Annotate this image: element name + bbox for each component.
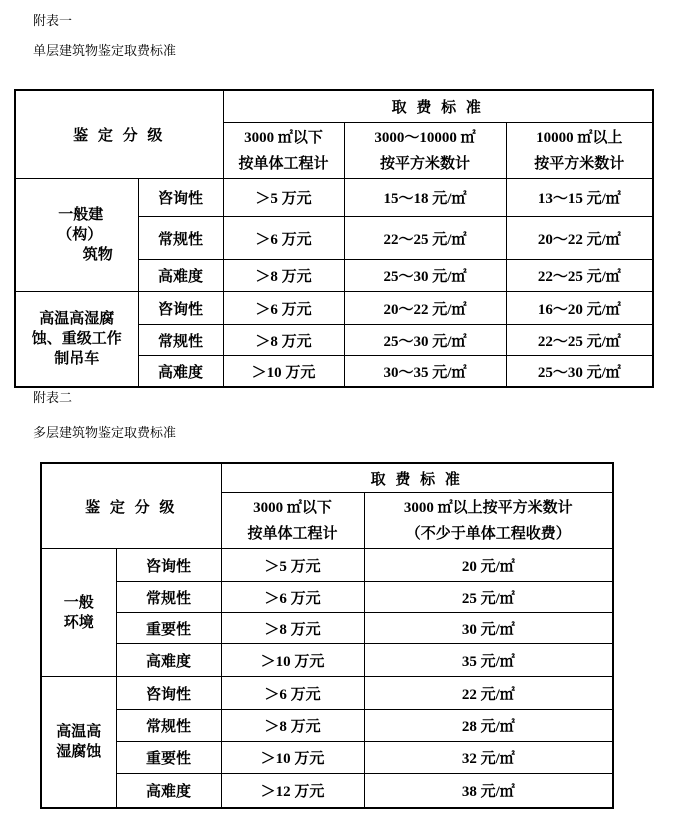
group-name-high-temp-corrosion	[41, 677, 116, 809]
lump-fee-cell: ＞8 万元	[221, 613, 364, 644]
group-name-line: 环境	[63, 614, 94, 631]
subheader-line: 10000 ㎡以上	[536, 129, 623, 146]
per-sqm-fee-cell: 25～30 元/㎡	[344, 325, 506, 356]
per-sqm-fee-cell: 16～20 元/㎡	[506, 292, 653, 325]
grade-cell: 咨询性	[138, 179, 223, 217]
lump-fee-cell: ＞5 万元	[221, 549, 364, 582]
lump-fee-cell: ＞8 万元	[221, 710, 364, 742]
per-sqm-fee-cell: 20～22 元/㎡	[506, 217, 653, 260]
per-sqm-fee-cell: 25～30 元/㎡	[506, 356, 653, 388]
subheader-line: 按平方米数计	[380, 155, 471, 172]
subheader-3000-10000	[344, 123, 506, 179]
lump-fee-cell: ＞5 万元	[223, 179, 344, 217]
group-name-line: （构）	[57, 227, 103, 243]
appendix-2-label: 附表二	[33, 390, 73, 405]
grade-cell: 高难度	[138, 356, 223, 388]
grade-cell: 常规性	[116, 582, 221, 613]
lump-fee-cell: ＞8 万元	[223, 325, 344, 356]
per-sqm-fee-cell: 22～25 元/㎡	[506, 325, 653, 356]
subheader-line: 按单体工程计	[238, 155, 329, 172]
group-name-line: 制吊车	[54, 351, 100, 367]
subheader-over-10000	[506, 123, 653, 179]
multi-story-fee-table	[40, 462, 614, 809]
group-name-line: 蚀、重级工作	[31, 331, 122, 347]
lump-fee-cell: ＞6 万元	[223, 292, 344, 325]
group-name-line: 筑物	[82, 247, 113, 263]
lump-fee-cell: ＞6 万元	[223, 217, 344, 260]
lump-fee-cell: ＞6 万元	[221, 677, 364, 710]
lump-fee-cell: ＞12 万元	[221, 774, 364, 809]
subheader-line: （不少于单体工程收费）	[405, 525, 571, 542]
grade-cell: 常规性	[138, 325, 223, 356]
fee-standard-header: 取 费 标 准	[221, 463, 613, 493]
grade-cell: 高难度	[138, 260, 223, 292]
per-sqm-fee-cell: 22 元/㎡	[364, 677, 613, 710]
lump-fee-cell: ＞8 万元	[223, 260, 344, 292]
group-name-line: 湿腐蚀	[56, 744, 102, 760]
single-story-fee-table	[14, 89, 654, 388]
per-sqm-fee-cell: 15～18 元/㎡	[344, 179, 506, 217]
subheader-line: 3000 ㎡以下	[253, 499, 332, 516]
per-sqm-fee-cell: 25 元/㎡	[364, 582, 613, 613]
grade-cell: 高难度	[116, 644, 221, 677]
subheader-under-3000	[223, 123, 344, 179]
subheader-line: 3000 ㎡以上按平方米数计	[403, 499, 573, 516]
lump-fee-cell: ＞10 万元	[223, 356, 344, 388]
per-sqm-fee-cell: 32 元/㎡	[364, 742, 613, 774]
subheader-line: 按平方米数计	[534, 155, 625, 172]
grade-cell: 常规性	[116, 710, 221, 742]
lump-fee-cell: ＞10 万元	[221, 644, 364, 677]
group-name-line: 一般	[63, 594, 94, 611]
grade-cell: 咨询性	[138, 292, 223, 325]
subheader-line: 3000 ㎡以下	[244, 129, 323, 146]
group-name-line: 高温高湿腐	[39, 311, 115, 327]
subheader-under-3000	[221, 493, 364, 549]
grade-cell: 常规性	[138, 217, 223, 260]
per-sqm-fee-cell: 28 元/㎡	[364, 710, 613, 742]
fee-standard-header: 取 费 标 准	[223, 90, 653, 123]
per-sqm-fee-cell: 35 元/㎡	[364, 644, 613, 677]
per-sqm-fee-cell: 20～22 元/㎡	[344, 292, 506, 325]
grade-corner-header: 鉴 定 分 级	[15, 90, 223, 179]
group-name-line: 高温高	[56, 724, 102, 740]
subheader-line: 按单体工程计	[247, 525, 338, 542]
group-name-high-temp-crane	[15, 292, 138, 388]
grade-cell: 咨询性	[116, 549, 221, 582]
grade-corner-header: 鉴 定 分 级	[41, 463, 221, 549]
group-name-general-building	[15, 179, 138, 292]
per-sqm-fee-cell: 13～15 元/㎡	[506, 179, 653, 217]
per-sqm-fee-cell: 20 元/㎡	[364, 549, 613, 582]
subheader-line: 3000～10000 ㎡	[374, 129, 476, 146]
single-story-table-title: 单层建筑物鉴定取费标准	[33, 43, 177, 58]
per-sqm-fee-cell: 38 元/㎡	[364, 774, 613, 809]
per-sqm-fee-cell: 22～25 元/㎡	[344, 217, 506, 260]
lump-fee-cell: ＞10 万元	[221, 742, 364, 774]
grade-cell: 咨询性	[116, 677, 221, 710]
per-sqm-fee-cell: 25～30 元/㎡	[344, 260, 506, 292]
grade-cell: 重要性	[116, 742, 221, 774]
subheader-over-3000	[364, 493, 613, 549]
group-name-general-environment	[41, 549, 116, 677]
lump-fee-cell: ＞6 万元	[221, 582, 364, 613]
per-sqm-fee-cell: 30～35 元/㎡	[344, 356, 506, 388]
per-sqm-fee-cell: 22～25 元/㎡	[506, 260, 653, 292]
multi-story-table-title: 多层建筑物鉴定取费标准	[33, 425, 177, 440]
group-name-line: 一般建	[58, 207, 104, 223]
per-sqm-fee-cell: 30 元/㎡	[364, 613, 613, 644]
grade-cell: 高难度	[116, 774, 221, 809]
grade-cell: 重要性	[116, 613, 221, 644]
appendix-1-label: 附表一	[33, 13, 73, 28]
